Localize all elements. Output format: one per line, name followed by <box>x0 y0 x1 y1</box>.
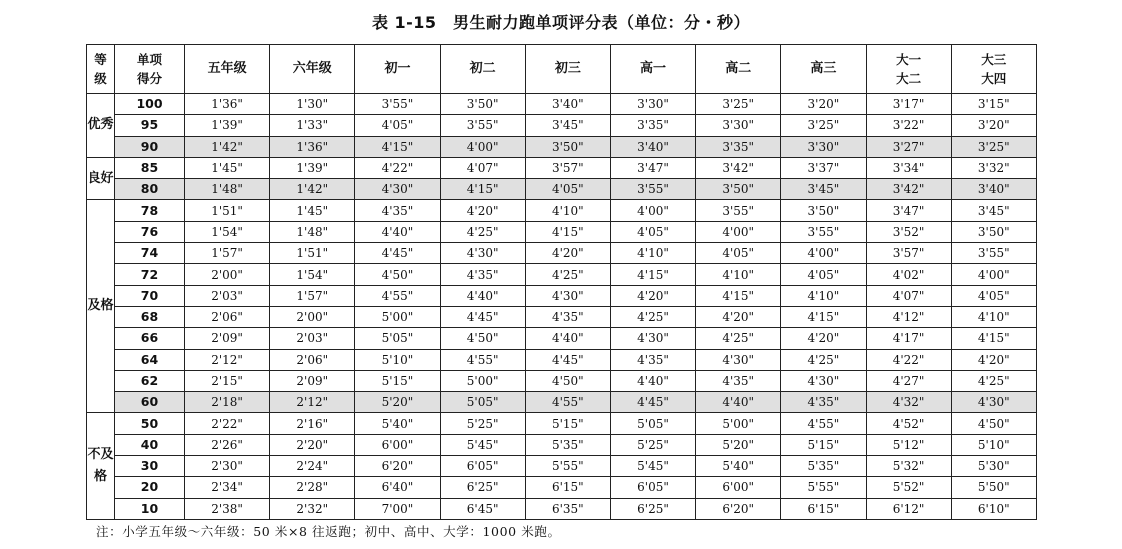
score-cell: 80 <box>115 179 185 200</box>
score-cell: 74 <box>115 243 185 264</box>
time-cell: 1'57" <box>185 243 270 264</box>
time-cell: 4'20" <box>440 200 525 221</box>
time-cell: 4'17" <box>866 328 951 349</box>
time-cell: 4'30" <box>440 243 525 264</box>
time-cell: 5'05" <box>440 392 525 413</box>
header-college-3-4-line-1: 大三 <box>981 52 1007 67</box>
time-cell: 5'30" <box>951 456 1036 477</box>
header-junior-3: 初三 <box>525 45 610 94</box>
time-cell: 2'18" <box>185 392 270 413</box>
table-row <box>87 94 1037 115</box>
time-cell: 4'00" <box>781 243 866 264</box>
time-cell: 1'45" <box>185 157 270 178</box>
time-cell: 6'15" <box>781 498 866 519</box>
time-cell: 4'07" <box>440 157 525 178</box>
time-cell: 6'00" <box>696 477 781 498</box>
time-cell: 5'00" <box>440 370 525 391</box>
time-cell: 4'00" <box>610 200 695 221</box>
time-cell: 3'30" <box>696 115 781 136</box>
time-cell: 3'37" <box>781 157 866 178</box>
time-cell: 4'50" <box>525 370 610 391</box>
time-cell: 5'32" <box>866 456 951 477</box>
time-cell: 5'10" <box>951 434 1036 455</box>
table-row <box>87 264 1037 285</box>
time-cell: 4'45" <box>355 243 440 264</box>
table-body <box>87 94 1037 520</box>
time-cell: 4'25" <box>781 349 866 370</box>
time-cell: 2'00" <box>270 306 355 327</box>
time-cell: 2'22" <box>185 413 270 434</box>
time-cell: 5'52" <box>866 477 951 498</box>
time-cell: 4'10" <box>781 285 866 306</box>
time-cell: 4'15" <box>355 136 440 157</box>
time-cell: 3'52" <box>866 221 951 242</box>
time-cell: 1'51" <box>185 200 270 221</box>
time-cell: 3'50" <box>525 136 610 157</box>
time-cell: 4'35" <box>781 392 866 413</box>
score-cell: 50 <box>115 413 185 434</box>
table-row <box>87 136 1037 157</box>
level-label: 不及格 <box>87 413 115 519</box>
score-cell: 85 <box>115 157 185 178</box>
time-cell: 5'20" <box>355 392 440 413</box>
time-cell: 3'40" <box>951 179 1036 200</box>
header-junior-1: 初一 <box>355 45 440 94</box>
time-cell: 2'09" <box>185 328 270 349</box>
time-cell: 3'35" <box>610 115 695 136</box>
time-cell: 6'05" <box>440 456 525 477</box>
time-cell: 5'50" <box>951 477 1036 498</box>
score-cell: 20 <box>115 477 185 498</box>
time-cell: 4'30" <box>696 349 781 370</box>
time-cell: 4'32" <box>866 392 951 413</box>
time-cell: 3'45" <box>781 179 866 200</box>
time-cell: 2'32" <box>270 498 355 519</box>
time-cell: 4'50" <box>355 264 440 285</box>
time-cell: 4'12" <box>866 306 951 327</box>
score-cell: 66 <box>115 328 185 349</box>
table-row <box>87 328 1037 349</box>
time-cell: 4'22" <box>355 157 440 178</box>
time-cell: 4'00" <box>440 136 525 157</box>
table-row <box>87 306 1037 327</box>
time-cell: 4'25" <box>951 370 1036 391</box>
table-row <box>87 115 1037 136</box>
time-cell: 4'27" <box>866 370 951 391</box>
time-cell: 2'34" <box>185 477 270 498</box>
time-cell: 3'27" <box>866 136 951 157</box>
time-cell: 2'24" <box>270 456 355 477</box>
table-row <box>87 370 1037 391</box>
time-cell: 6'10" <box>951 498 1036 519</box>
time-cell: 4'25" <box>525 264 610 285</box>
level-label: 及格 <box>87 200 115 413</box>
header-college-1-2-line-2: 大二 <box>896 71 922 86</box>
time-cell: 4'20" <box>525 243 610 264</box>
score-table <box>86 44 1037 520</box>
time-cell: 4'10" <box>696 264 781 285</box>
time-cell: 4'10" <box>951 306 1036 327</box>
time-cell: 4'35" <box>696 370 781 391</box>
time-cell: 5'45" <box>610 456 695 477</box>
time-cell: 1'51" <box>270 243 355 264</box>
time-cell: 3'22" <box>866 115 951 136</box>
table-row <box>87 285 1037 306</box>
table-row <box>87 413 1037 434</box>
time-cell: 4'15" <box>951 328 1036 349</box>
header-grade-6: 六年级 <box>270 45 355 94</box>
time-cell: 2'38" <box>185 498 270 519</box>
time-cell: 4'05" <box>355 115 440 136</box>
time-cell: 4'55" <box>781 413 866 434</box>
time-cell: 5'12" <box>866 434 951 455</box>
time-cell: 4'00" <box>696 221 781 242</box>
header-score-line-1: 单项 <box>136 52 162 67</box>
header-college-1-2-line-1: 大一 <box>896 52 922 67</box>
time-cell: 1'36" <box>270 136 355 157</box>
time-cell: 4'40" <box>610 370 695 391</box>
table-row <box>87 243 1037 264</box>
time-cell: 4'50" <box>951 413 1036 434</box>
table-row <box>87 221 1037 242</box>
time-cell: 4'55" <box>440 349 525 370</box>
score-cell: 62 <box>115 370 185 391</box>
time-cell: 1'42" <box>270 179 355 200</box>
time-cell: 4'55" <box>355 285 440 306</box>
time-cell: 2'09" <box>270 370 355 391</box>
time-cell: 5'05" <box>610 413 695 434</box>
time-cell: 3'45" <box>951 200 1036 221</box>
time-cell: 3'30" <box>610 94 695 115</box>
time-cell: 3'45" <box>525 115 610 136</box>
time-cell: 6'45" <box>440 498 525 519</box>
time-cell: 3'57" <box>525 157 610 178</box>
time-cell: 5'45" <box>440 434 525 455</box>
table-row <box>87 157 1037 178</box>
table-row <box>87 392 1037 413</box>
time-cell: 3'55" <box>781 221 866 242</box>
time-cell: 4'35" <box>610 349 695 370</box>
time-cell: 5'55" <box>525 456 610 477</box>
time-cell: 1'30" <box>270 94 355 115</box>
time-cell: 3'34" <box>866 157 951 178</box>
time-cell: 4'35" <box>525 306 610 327</box>
time-cell: 6'20" <box>355 456 440 477</box>
header-college-1-2 <box>866 45 951 94</box>
time-cell: 5'15" <box>781 434 866 455</box>
score-cell: 78 <box>115 200 185 221</box>
table-row <box>87 477 1037 498</box>
time-cell: 6'35" <box>525 498 610 519</box>
time-cell: 4'55" <box>525 392 610 413</box>
time-cell: 4'25" <box>610 306 695 327</box>
time-cell: 4'25" <box>696 328 781 349</box>
footnote: 注：小学五年级～六年级：50 米×8 往返跑；初中、高中、大学：1000 米跑。 <box>96 524 561 539</box>
time-cell: 5'25" <box>440 413 525 434</box>
time-cell: 5'35" <box>781 456 866 477</box>
score-cell: 72 <box>115 264 185 285</box>
score-cell: 90 <box>115 136 185 157</box>
header-senior-2: 高二 <box>696 45 781 94</box>
time-cell: 5'40" <box>355 413 440 434</box>
time-cell: 2'26" <box>185 434 270 455</box>
score-cell: 64 <box>115 349 185 370</box>
time-cell: 1'45" <box>270 200 355 221</box>
time-cell: 5'25" <box>610 434 695 455</box>
time-cell: 6'20" <box>696 498 781 519</box>
time-cell: 2'30" <box>185 456 270 477</box>
time-cell: 3'55" <box>355 94 440 115</box>
time-cell: 4'30" <box>951 392 1036 413</box>
time-cell: 2'16" <box>270 413 355 434</box>
time-cell: 3'40" <box>610 136 695 157</box>
score-cell: 76 <box>115 221 185 242</box>
time-cell: 1'33" <box>270 115 355 136</box>
time-cell: 6'05" <box>610 477 695 498</box>
time-cell: 2'28" <box>270 477 355 498</box>
time-cell: 4'45" <box>440 306 525 327</box>
time-cell: 6'12" <box>866 498 951 519</box>
score-cell: 10 <box>115 498 185 519</box>
time-cell: 5'40" <box>696 456 781 477</box>
time-cell: 5'55" <box>781 477 866 498</box>
time-cell: 2'03" <box>270 328 355 349</box>
time-cell: 4'40" <box>696 392 781 413</box>
time-cell: 7'00" <box>355 498 440 519</box>
time-cell: 1'42" <box>185 136 270 157</box>
time-cell: 2'06" <box>270 349 355 370</box>
time-cell: 4'15" <box>440 179 525 200</box>
time-cell: 4'25" <box>440 221 525 242</box>
time-cell: 4'22" <box>866 349 951 370</box>
time-cell: 2'03" <box>185 285 270 306</box>
table-row <box>87 349 1037 370</box>
time-cell: 3'50" <box>696 179 781 200</box>
time-cell: 3'25" <box>781 115 866 136</box>
time-cell: 4'30" <box>525 285 610 306</box>
time-cell: 4'52" <box>866 413 951 434</box>
time-cell: 1'39" <box>185 115 270 136</box>
time-cell: 4'20" <box>951 349 1036 370</box>
time-cell: 4'30" <box>610 328 695 349</box>
time-cell: 3'47" <box>866 200 951 221</box>
time-cell: 3'40" <box>525 94 610 115</box>
score-cell: 60 <box>115 392 185 413</box>
time-cell: 4'15" <box>525 221 610 242</box>
time-cell: 3'32" <box>951 157 1036 178</box>
time-cell: 3'20" <box>781 94 866 115</box>
time-cell: 4'05" <box>781 264 866 285</box>
time-cell: 5'20" <box>696 434 781 455</box>
time-cell: 3'35" <box>696 136 781 157</box>
time-cell: 3'17" <box>866 94 951 115</box>
table-row <box>87 456 1037 477</box>
time-cell: 4'10" <box>610 243 695 264</box>
score-cell: 68 <box>115 306 185 327</box>
time-cell: 3'50" <box>781 200 866 221</box>
time-cell: 4'35" <box>440 264 525 285</box>
header-level <box>87 45 115 94</box>
time-cell: 6'25" <box>440 477 525 498</box>
table-title: 表 1-15 男生耐力跑单项评分表（单位：分・秒） <box>371 13 751 32</box>
header-row <box>87 45 1037 94</box>
time-cell: 3'50" <box>951 221 1036 242</box>
header-college-3-4-line-2: 大四 <box>981 71 1007 86</box>
table-row <box>87 434 1037 455</box>
header-junior-2: 初二 <box>440 45 525 94</box>
time-cell: 4'00" <box>951 264 1036 285</box>
time-cell: 4'45" <box>525 349 610 370</box>
time-cell: 4'20" <box>781 328 866 349</box>
score-cell: 40 <box>115 434 185 455</box>
time-cell: 4'30" <box>781 370 866 391</box>
time-cell: 3'55" <box>610 179 695 200</box>
time-cell: 5'00" <box>696 413 781 434</box>
time-cell: 2'00" <box>185 264 270 285</box>
time-cell: 1'54" <box>270 264 355 285</box>
time-cell: 5'10" <box>355 349 440 370</box>
header-college-3-4 <box>951 45 1036 94</box>
time-cell: 3'20" <box>951 115 1036 136</box>
time-cell: 4'20" <box>610 285 695 306</box>
time-cell: 3'15" <box>951 94 1036 115</box>
header-senior-1: 高一 <box>610 45 695 94</box>
time-cell: 3'55" <box>951 243 1036 264</box>
header-level-line-2: 级 <box>94 71 107 86</box>
table-row <box>87 498 1037 519</box>
time-cell: 4'45" <box>610 392 695 413</box>
time-cell: 6'15" <box>525 477 610 498</box>
time-cell: 4'05" <box>696 243 781 264</box>
time-cell: 5'15" <box>355 370 440 391</box>
level-label: 良好 <box>87 157 115 200</box>
time-cell: 5'35" <box>525 434 610 455</box>
time-cell: 4'15" <box>696 285 781 306</box>
time-cell: 4'15" <box>781 306 866 327</box>
time-cell: 4'20" <box>696 306 781 327</box>
table-row <box>87 179 1037 200</box>
header-score-line-2: 得分 <box>136 71 162 86</box>
score-cell: 70 <box>115 285 185 306</box>
time-cell: 4'40" <box>440 285 525 306</box>
time-cell: 2'15" <box>185 370 270 391</box>
score-cell: 100 <box>115 94 185 115</box>
time-cell: 3'50" <box>440 94 525 115</box>
header-senior-3: 高三 <box>781 45 866 94</box>
time-cell: 4'35" <box>355 200 440 221</box>
time-cell: 4'15" <box>610 264 695 285</box>
time-cell: 1'57" <box>270 285 355 306</box>
time-cell: 4'05" <box>610 221 695 242</box>
score-cell: 30 <box>115 456 185 477</box>
time-cell: 1'48" <box>270 221 355 242</box>
time-cell: 3'42" <box>866 179 951 200</box>
time-cell: 4'02" <box>866 264 951 285</box>
time-cell: 3'30" <box>781 136 866 157</box>
time-cell: 2'12" <box>185 349 270 370</box>
header-grade-5: 五年级 <box>185 45 270 94</box>
score-cell: 95 <box>115 115 185 136</box>
time-cell: 1'48" <box>185 179 270 200</box>
time-cell: 4'10" <box>525 200 610 221</box>
time-cell: 4'05" <box>525 179 610 200</box>
time-cell: 1'36" <box>185 94 270 115</box>
time-cell: 4'30" <box>355 179 440 200</box>
header-level-line-1: 等 <box>94 52 107 67</box>
time-cell: 5'00" <box>355 306 440 327</box>
time-cell: 5'15" <box>525 413 610 434</box>
time-cell: 3'42" <box>696 157 781 178</box>
time-cell: 6'00" <box>355 434 440 455</box>
time-cell: 1'54" <box>185 221 270 242</box>
time-cell: 3'47" <box>610 157 695 178</box>
time-cell: 6'25" <box>610 498 695 519</box>
time-cell: 4'05" <box>951 285 1036 306</box>
time-cell: 1'39" <box>270 157 355 178</box>
time-cell: 3'55" <box>440 115 525 136</box>
time-cell: 5'05" <box>355 328 440 349</box>
time-cell: 3'25" <box>951 136 1036 157</box>
time-cell: 3'57" <box>866 243 951 264</box>
header-score <box>115 45 185 94</box>
time-cell: 6'40" <box>355 477 440 498</box>
time-cell: 4'40" <box>355 221 440 242</box>
time-cell: 2'20" <box>270 434 355 455</box>
time-cell: 4'40" <box>525 328 610 349</box>
time-cell: 4'07" <box>866 285 951 306</box>
time-cell: 3'55" <box>696 200 781 221</box>
time-cell: 2'06" <box>185 306 270 327</box>
time-cell: 4'50" <box>440 328 525 349</box>
time-cell: 2'12" <box>270 392 355 413</box>
time-cell: 3'25" <box>696 94 781 115</box>
table-row <box>87 200 1037 221</box>
level-label: 优秀 <box>87 94 115 158</box>
